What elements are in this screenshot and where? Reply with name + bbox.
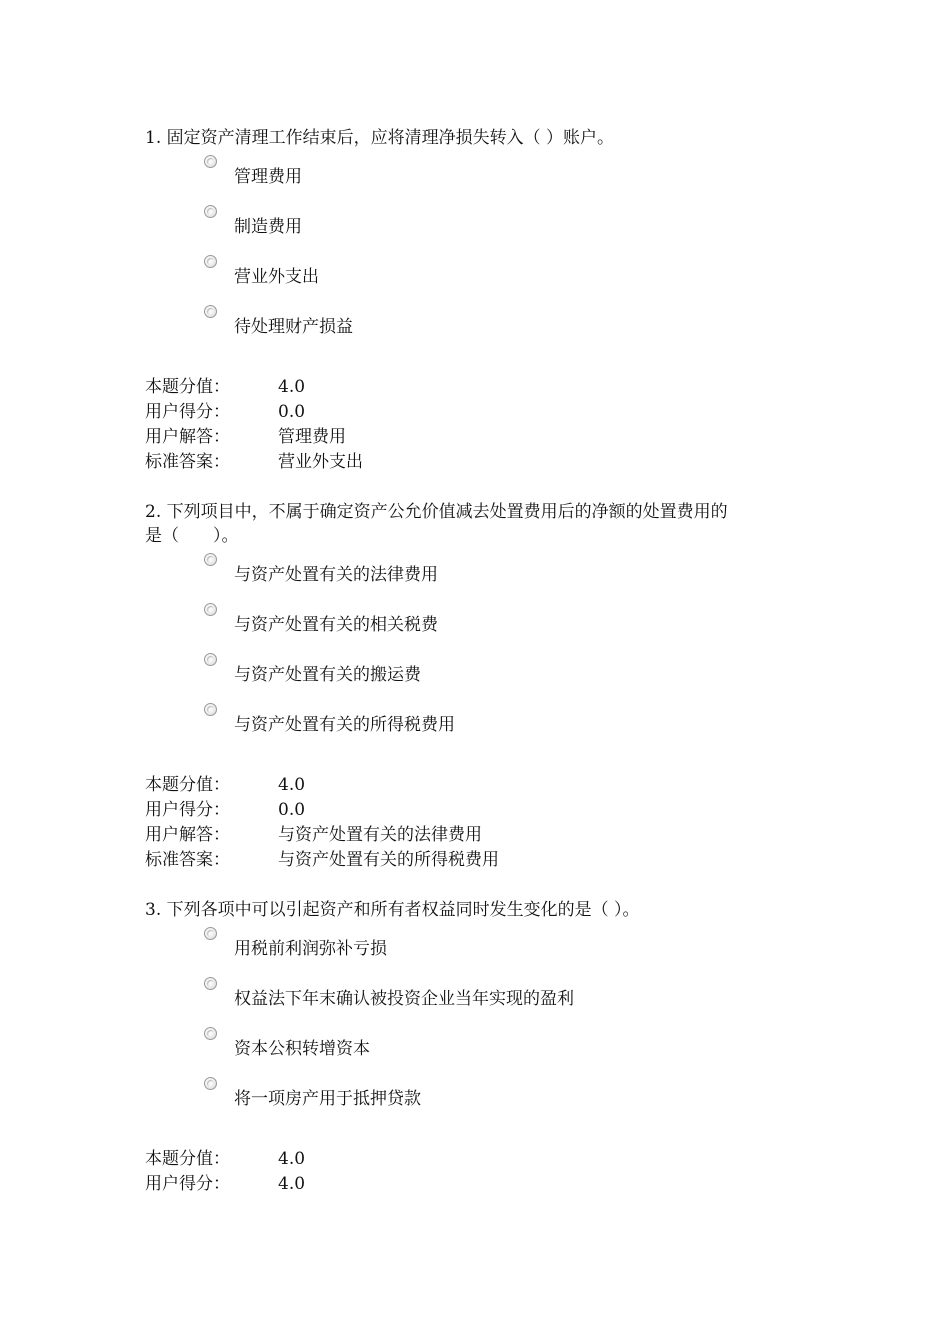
option-2c[interactable] [145, 648, 825, 698]
radio-button-icon[interactable] [204, 255, 217, 268]
question-number: 3. [145, 900, 162, 920]
option-3b[interactable] [145, 972, 825, 1022]
radio-button-icon[interactable] [204, 1077, 217, 1090]
option-label: 与资产处置有关的所得税费用 [234, 715, 455, 735]
radio-button-icon[interactable] [204, 1027, 217, 1040]
radio-button-icon[interactable] [204, 927, 217, 940]
question-3 [145, 898, 825, 1122]
question-1 [145, 126, 825, 350]
option-1b[interactable] [145, 200, 825, 250]
question-stem: 下列项目中，不属于确定资产公允价值减去处置费用后的净额的处置费用的 [166, 502, 728, 522]
option-3a[interactable] [145, 922, 825, 972]
radio-button-icon[interactable] [204, 603, 217, 616]
question-3-text [145, 898, 825, 922]
option-label: 与资产处置有关的搬运费 [234, 665, 421, 685]
option-label: 用税前利润弥补亏损 [234, 939, 387, 959]
option-label: 将一项房产用于抵押贷款 [234, 1089, 421, 1109]
radio-button-icon[interactable] [204, 653, 217, 666]
option-label: 权益法下年末确认被投资企业当年实现的盈利 [234, 989, 574, 1009]
radio-button-icon[interactable] [204, 703, 217, 716]
radio-button-icon[interactable] [204, 305, 217, 318]
radio-button-icon[interactable] [204, 977, 217, 990]
question-number: 2. [145, 502, 162, 522]
option-label: 制造费用 [234, 217, 302, 237]
option-3d[interactable] [145, 1072, 825, 1122]
option-1c[interactable] [145, 250, 825, 300]
option-1a[interactable] [145, 150, 825, 200]
radio-button-icon[interactable] [204, 155, 217, 168]
question-number: 1. [145, 128, 162, 148]
question-stem: 下列各项中可以引起资产和所有者权益同时发生变化的是（ ）。 [166, 900, 640, 920]
question-stem-line2: 是（ ）。 [145, 526, 239, 546]
option-1d[interactable] [145, 300, 825, 350]
option-label: 管理费用 [234, 167, 302, 187]
option-label: 资本公积转增资本 [234, 1039, 370, 1059]
option-label: 待处理财产损益 [234, 317, 353, 337]
option-label: 营业外支出 [234, 267, 319, 287]
radio-button-icon[interactable] [204, 205, 217, 218]
option-2a[interactable] [145, 548, 825, 598]
option-label: 与资产处置有关的法律费用 [234, 565, 438, 585]
option-3c[interactable] [145, 1022, 825, 1072]
option-2b[interactable] [145, 598, 825, 648]
option-2d[interactable] [145, 698, 825, 748]
question-2 [145, 500, 825, 748]
radio-button-icon[interactable] [204, 553, 217, 566]
question-1-text [145, 126, 825, 150]
question-2-text [145, 500, 825, 548]
question-stem: 固定资产清理工作结束后，应将清理净损失转入（ ）账户。 [166, 128, 615, 148]
option-label: 与资产处置有关的相关税费 [234, 615, 438, 635]
exam-page: 1. 固定资产清理工作结束后，应将清理净损失转入（ ）账户。 管理费用 制造费用 营业外支出 待处理财产损益 本题分值： 4.0 用户得分： 0.0 用户解答： 管理费用 标准答案： 营业外支出 2. 下列项目中，不属于确定资产公允价值减去处置费用后的净额的处置费用的 是（ ）。 与资产处置有关的法律费用 与资产处置有关的相关税费 与资产处置有关的搬运费 与资产处置有关的所得税费用 本题分值： 4.0 用户得分： 0.0 用户解答： 与资产处置有关的法律费用 标准答案： 与资产处置有关的所得税费用 3. 下列各项中可以引起资产和所有者权益同时发生变化的是（ ）。 用税前利润弥补亏损 权益法下年末确认被投资企业当年实现的盈利 资本公积转增资本 将一项房产用于抵押贷款 本题分值： 4.0 用户得分： 4.0 [0, 0, 950, 1344]
